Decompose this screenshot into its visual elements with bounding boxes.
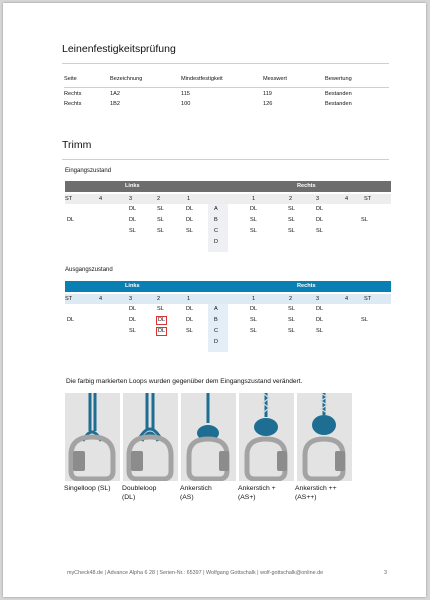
line-level-label: 1 <box>252 196 256 202</box>
row-type-right: SL <box>361 217 368 223</box>
loop-cell: DL <box>316 306 324 312</box>
document-page <box>3 3 426 597</box>
loop-cell: SL <box>316 228 323 234</box>
loop-cell: SL <box>157 228 164 234</box>
caption-singleloop: Singelloop (SL) <box>64 485 111 492</box>
loop-cell: SL <box>186 228 193 234</box>
loop-cell: SL <box>288 206 295 212</box>
loop-cell: SL <box>250 228 257 234</box>
line-row-label: A <box>214 306 218 312</box>
loop-cell: DL <box>316 217 324 223</box>
section-title-strength: Leinenfestigkeitsprüfung <box>62 43 176 55</box>
header-rechts: Rechts <box>297 183 316 189</box>
line-level-strip <box>65 194 391 204</box>
caption-ankerstich: Ankerstich (AS) <box>180 485 212 501</box>
table-header-bar <box>65 281 391 292</box>
loop-cell: SL <box>157 206 164 212</box>
caption-ankerstich-plus: Ankerstich + (AS+) <box>238 485 276 501</box>
singleloop-photo <box>65 393 120 481</box>
row-type-left: DL <box>67 217 75 223</box>
cell: 1B2 <box>110 101 120 107</box>
ankerstich-plusplus-photo <box>297 393 352 481</box>
header-links: Links <box>125 283 140 289</box>
line-level-label: 4 <box>345 296 349 302</box>
loop-cell: DL <box>316 317 324 323</box>
line-level-label: 4 <box>99 296 103 302</box>
cell: 1A2 <box>110 91 120 97</box>
loop-cell: DL <box>316 206 324 212</box>
loop-cell: SL <box>288 217 295 223</box>
doubleloop-photo <box>123 393 178 481</box>
loop-cell: SL <box>157 217 164 223</box>
line-row-label: B <box>214 317 218 323</box>
loop-cell: SL <box>250 217 257 223</box>
cell: Bestanden <box>325 91 352 97</box>
loop-cell: SL <box>129 228 136 234</box>
loop-cell: SL <box>250 317 257 323</box>
line-level-label: 4 <box>99 196 103 202</box>
line-row-label: B <box>214 217 218 223</box>
caption-ankerstich-plusplus: Ankerstich ++ (AS++) <box>295 485 337 501</box>
table-header-bar <box>65 181 391 192</box>
page-footer: myCheck48.de | Advance Alpha 6 28 | Serien-Nr.: 65397 | Wolfgang Gottschalk | wolf-gottschalk@online.de <box>67 570 324 576</box>
divider <box>62 159 389 160</box>
col-header-bezeichnung: Bezeichnung <box>110 76 143 82</box>
loop-cell: DL <box>129 206 137 212</box>
cell: 100 <box>181 101 191 107</box>
cell: Rechts <box>64 101 82 107</box>
loop-cell: SL <box>129 328 136 334</box>
table-subtitle-output: Ausgangszustand <box>65 267 113 273</box>
section-title-trimm: Trimm <box>62 139 92 151</box>
cell: 115 <box>181 91 190 97</box>
line-level-label: 2 <box>289 196 293 202</box>
line-level-label: ST <box>65 196 73 202</box>
line-level-label: 2 <box>157 296 161 302</box>
loop-cell: SL <box>316 328 323 334</box>
col-header-messwert: Messwert <box>263 76 287 82</box>
table-subtitle-input: Eingangszustand <box>65 168 112 174</box>
line-level-label: 3 <box>316 296 320 302</box>
loop-cell: DL <box>129 317 137 323</box>
ankerstich-photo <box>181 393 236 481</box>
row-type-right: SL <box>361 317 368 323</box>
loop-cell: DL <box>250 306 258 312</box>
loop-cell: SL <box>288 328 295 334</box>
line-row-label: C <box>214 328 219 334</box>
line-level-label: 4 <box>345 196 349 202</box>
table-divider <box>64 87 389 88</box>
line-row-label: C <box>214 228 219 234</box>
divider <box>62 63 389 64</box>
page-number: 3 <box>384 570 387 576</box>
changed-loop-cell: DL <box>158 328 166 334</box>
col-header-seite: Seite <box>64 76 77 82</box>
line-level-label: ST <box>65 296 73 302</box>
cell: 119 <box>263 91 272 97</box>
loop-cell: DL <box>186 306 194 312</box>
loop-cell: DL <box>186 206 194 212</box>
loop-cell: SL <box>288 317 295 323</box>
cell: Bestanden <box>325 101 352 107</box>
line-level-strip <box>65 294 391 304</box>
line-level-label: 1 <box>187 196 191 202</box>
line-level-label: 2 <box>289 296 293 302</box>
line-level-label: 3 <box>129 196 133 202</box>
loop-cell: SL <box>157 306 164 312</box>
loop-cell: DL <box>129 306 137 312</box>
changed-loop-cell: DL <box>158 317 166 323</box>
loop-cell: SL <box>288 228 295 234</box>
header-links: Links <box>125 183 140 189</box>
change-note: Die farbig markierten Loops wurden gegenüber dem Eingangszustand verändert. <box>66 378 303 385</box>
loop-cell: DL <box>186 317 194 323</box>
line-level-label: 3 <box>129 296 133 302</box>
loop-cell: DL <box>129 217 137 223</box>
row-type-left: DL <box>67 317 75 323</box>
col-header-mindestfestigkeit: Mindestfestigkeit <box>181 76 223 82</box>
loop-cell: SL <box>186 328 193 334</box>
line-row-label: D <box>214 239 219 245</box>
caption-doubleloop: Doubleloop (DL) <box>122 485 157 501</box>
line-level-label: 1 <box>252 296 256 302</box>
loop-cell: SL <box>250 328 257 334</box>
ankerstich-plus-photo <box>239 393 294 481</box>
line-row-label: A <box>214 206 218 212</box>
loop-cell: DL <box>250 206 258 212</box>
loop-cell: DL <box>186 217 194 223</box>
line-level-label: 3 <box>316 196 320 202</box>
line-level-label: 1 <box>187 296 191 302</box>
col-header-bewertung: Bewertung <box>325 76 352 82</box>
cell: Rechts <box>64 91 82 97</box>
cell: 126 <box>263 101 273 107</box>
line-row-label: D <box>214 339 219 345</box>
line-level-label: 2 <box>157 196 161 202</box>
line-level-label: ST <box>364 296 372 302</box>
header-rechts: Rechts <box>297 283 316 289</box>
line-level-label: ST <box>364 196 372 202</box>
loop-cell: SL <box>288 306 295 312</box>
